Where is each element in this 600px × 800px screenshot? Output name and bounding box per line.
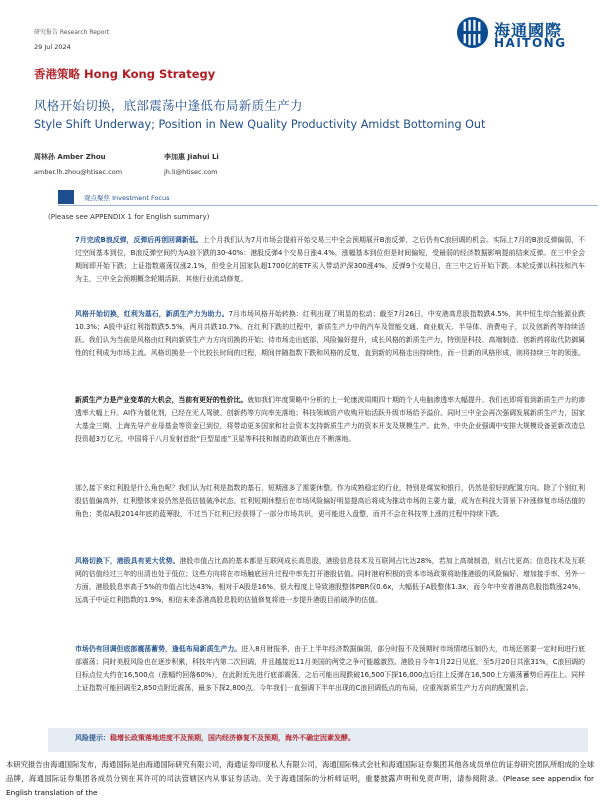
author-email[interactable]: jh.li@htisec.com bbox=[164, 168, 218, 176]
logo-en-text: HAITONG bbox=[494, 36, 567, 50]
logo-cn-text: 海通國際 bbox=[494, 21, 563, 40]
risk-lead: 风险提示： bbox=[75, 734, 110, 742]
paragraph-lead: 7月完成B浪反弹，反弹后再创回调新低。 bbox=[75, 236, 203, 244]
summary-paragraph bbox=[75, 234, 585, 306]
appendix-note: (Please see APPENDIX 1 for English summary) bbox=[48, 213, 210, 221]
paragraph-lead: 新质生产力是产业变革的大机会，当前有更好的性价比。 bbox=[75, 396, 248, 404]
paragraph-body: 那么接下来红利股是什么角色呢？我们认为红利是指数的基石，短期涨多了需要休整。作为成熟稳定的行业，特别是煤炭和银行，仍然是很好的配置方向。除了个别红利股估值偏高外，红利整体来说仍然是低估值破净状态。红利短期休整后在市场风险偏好明显提高后将成为推动市场的主要力量，成为在科技大背景下补涨修复市场估值的角色；类似A股2014年底的蓝筹股，不过当下红利已经获得了一部分市场共识，更可能进入盘整，而并不会在科技等上涨的过程中持续下跌。 bbox=[75, 484, 585, 518]
author-name: 周林孙 Amber Zhou bbox=[34, 153, 106, 161]
paragraph-body: 进入8月财报季，由于上半年经济数据偏弱，部分时报不及预期时市场情绪压制仍大，市场还需要一定时间进行底部震荡；同时美股风险也在逐步积累，科技年内第二次回调，并且越接近11月美国的两党之争可能越激烈。港股自今年1月22日见底，至5月20日共涨31%，C浪回调的目标点位大约在16,500点（涨幅约回落60%），在此附近先进行底部震荡，之后可能出现跌破16,500下探16,000点后往上反弹在16,500上方震荡蓄势后再往上。同样上证指数可能回调至2,850点附近震荡，最多下探2,800点。今年我们一直强调下半年出现的C浪回调低点的布局，应重视新质生产力方向的配置机会。 bbox=[75, 645, 585, 692]
haitong-logo-icon bbox=[456, 16, 489, 49]
paragraph-lead: 风格开始切换，红利为基石，新质生产力为助力。 bbox=[75, 310, 229, 318]
strategy-label: 香港策略 Hong Kong Strategy bbox=[34, 67, 216, 81]
author-email[interactable]: amber.lh.zhou@htisec.com bbox=[34, 168, 123, 176]
investment-focus-header bbox=[58, 190, 598, 204]
report-type: 研究报告 Research Report bbox=[34, 29, 110, 36]
paragraph-body: 就如我们年度策略中分析的上一轮康波周期四十期的个人电脑渗透率大幅提升、我们也即将看到新质生产力的渗透率大幅上升。AI作为催化剂，已经在无人驾驶、创新药等方向率先落地；科技领域资产收购开始活跃升级市场给予溢价。同时三中全会再次强调发展新质生产力，国家大基金三期、上海先导产业母基金等资金已到位，将带动更多国家和社会资本支持新质生产力的资本开支及规模生产。此外，中央企业强调中安排大规模设备更新改造总投资超3万亿元，中国将于八月发射首批“巨型星座”卫星等科技和制造的政策也在不断落地。 bbox=[75, 396, 585, 443]
summary-paragraph bbox=[75, 308, 585, 384]
author-name: 李加惠 Jiahui Li bbox=[164, 153, 219, 161]
paragraph-body: 港股市值占比高的基本都是互联网成长高息股，港股信息技术及互联网占比达28%，若加上高端制造，则占比更高；信息技术及互联网的估值经过三年的出清也处于低位；这些方向将在市场触底回升过程中率先打开港股估值。同时港府积极的资本市场政策将助推港股的风险偏好、增加接手率、另外一方面，港股股息率高于5%的市值占比达43%，相对于A股是16%，很大程度上导致港股整体PBR仅0.6x，大幅低于A股整体1.3x，而今年中安普港高息股指数涨24%，远高于中证红利指数的1.9%，相信未来香港高股息股的估值修复将进一步提升港股目前破净的估值。 bbox=[75, 557, 585, 604]
paragraph-body: 上个月我们认为7月市场会提前开始交易三中全会预期展开B浪反弹，之后仍有C浪回调的机会。实际上7月的B浪反弹偏弱，不过空间基本到位，B浪反弹空间约为A浪下跌的30-40%：港股反弹4个交易日涨4.4%，涨幅基本到位但是时间偏短，受最弱的经济数据影响提前结束反弹。在三中全会期间即开始下跌；上证指数震荡仅涨2.1%，但受全月国家队超1700亿的ETF买入带动沪深300涨4%，反弹9个交易日，在三中之后开始下跌。本轮反弹以科技和汽车为主，三中全会预期概念轮期活跃、其他行业流动修复。 bbox=[75, 236, 585, 283]
divider bbox=[58, 205, 598, 206]
paragraph-body: 7月市场风格开始转换：红利出现了明显的松动；截至7月26日，中安港高息股指数跌4.5%，其中恒生综合能源业跌10.3%；A股中证红利指数跌5.5%，两月共跌10.7%。在红利下跌的过程中，新质生产力中的汽车及智能交通、商业航天、半导体、消费电子，以及创新药等持续活跃。我们认为当前是风格由红利向新质生产力方向切换的开始；待市场走出底部，风险偏好提升，成长风格的新质生产力，特别是科技、高端制造、创新药将取代防御属性的红利成为市场主流。风格切换是一个比较长时间的过程，期间伴随指数下跌和风格的反复，直到新的风格走出持续性，而一旦新的风格形成，则将持续三年的领涨。 bbox=[75, 310, 585, 357]
paragraph-lead: 市场仍有回调但底部震荡蓄势，逢低布局新质生产力。 bbox=[75, 645, 242, 653]
report-date: 29 Jul 2024 bbox=[34, 43, 71, 51]
report-title-en: Style Shift Underway; Position in New Quality Productivity Amidst Bottoming Out bbox=[34, 118, 486, 131]
summary-paragraph bbox=[75, 643, 585, 723]
focus-label: 观点聚焦 Investment Focus bbox=[84, 194, 170, 202]
risk-warning bbox=[75, 733, 355, 743]
summary-paragraph bbox=[75, 394, 585, 472]
risk-body: 稳增长政策落地进度不及预期，国内经济修复不及预期，海外不确定因素发酵。 bbox=[110, 734, 355, 742]
disclaimer: 本研究报告由海通国际发布，海通国际是由海通国际研究有限公司，海通证券印度私人有限公司，海通国际株式会社和海通国际证券集团其他各成员单位的证券研究团队所组成的全球品牌，海通国际证券集团各成员分别在其许可的司法管辖区内从事证券活动。关于海通国际的分析师证明，重要披露声明和免责声明，请参阅附录。(Please see appendix for English translation of the bbox=[6, 760, 594, 797]
focus-bar-marker bbox=[58, 190, 74, 204]
haitong-logo bbox=[456, 16, 586, 52]
paragraph-lead: 风格切换下，港股具有更大优势。 bbox=[75, 557, 180, 565]
report-title-cn: 风格开始切换，底部震荡中逢低布局新质生产力 bbox=[34, 98, 303, 113]
summary-paragraph bbox=[75, 555, 585, 645]
summary-paragraph bbox=[75, 482, 585, 548]
